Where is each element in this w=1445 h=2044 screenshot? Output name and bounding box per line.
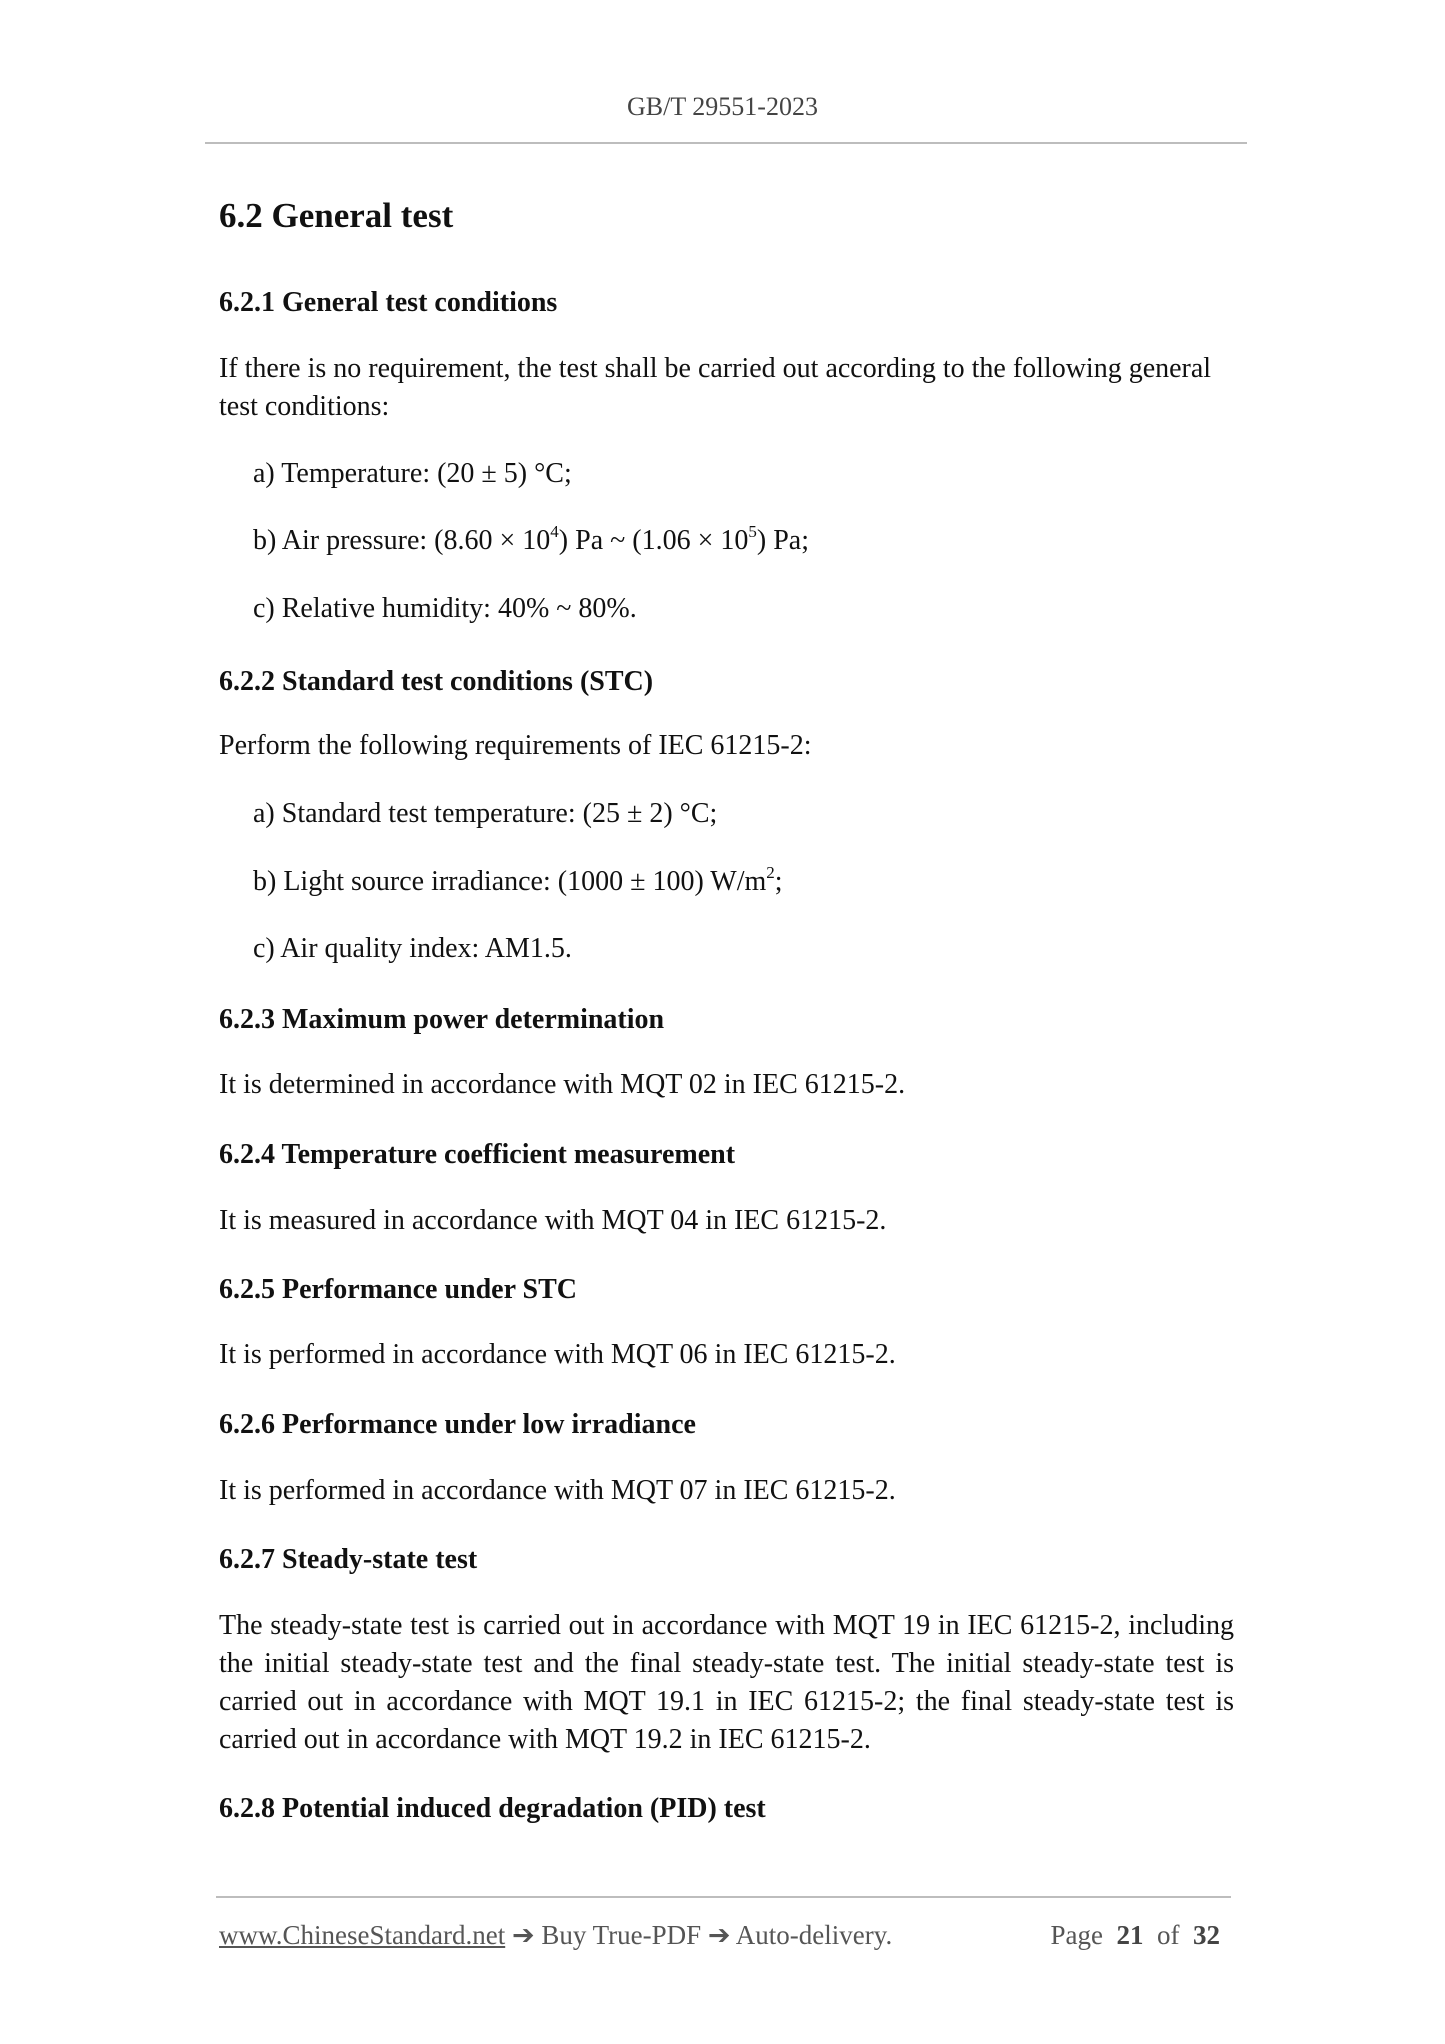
paragraph-performance-stc: It is performed in accordance with MQT 06 in IEC 61215-2. xyxy=(219,1339,896,1370)
paragraph-max-power: It is determined in accordance with MQT 02 in IEC 61215-2. xyxy=(219,1069,906,1100)
heading-6-2-8: 6.2.8 Potential induced degradation (PID) test xyxy=(219,1793,766,1824)
heading-6-2-7: 6.2.7 Steady-state test xyxy=(219,1544,478,1575)
list-item-stc-temperature: a) Standard test temperature: (25 ± 2) °C; xyxy=(253,798,718,829)
heading-6-2-6: 6.2.6 Performance under low irradiance xyxy=(219,1409,696,1440)
paragraph-stc: Perform the following requirements of IEC 61215-2: xyxy=(219,730,812,761)
paragraph-temp-coefficient: It is measured in accordance with MQT 04 in IEC 61215-2. xyxy=(219,1205,887,1236)
paragraph-steady-state: The steady-state test is carried out in accordance with MQT 19 in IEC 61215-2, including the initial steady-state test and the final steady-state test. The initial steady-state test is carried out in accordance with MQT 19.1 in IEC 61215-2; the final steady-state test is carried out in accordance with MQT 19.2 in IEC 61215-2. xyxy=(219,1610,1234,1755)
heading-6-2-5: 6.2.5 Performance under STC xyxy=(219,1274,577,1305)
heading-6-2-1: 6.2.1 General test conditions xyxy=(219,287,558,318)
list-item-air-pressure: b) Air pressure: $(8.60 \times 10^4)$ Pa ~ $(1.06 \times 10^5)$ Pa; xyxy=(253,521,809,556)
heading-6-2-4: 6.2.4 Temperature coefficient measurement xyxy=(219,1139,736,1170)
website-link[interactable]: www.ChineseStandard.net xyxy=(219,1920,506,1950)
page-number: Page 21 of 32 xyxy=(1050,1920,1220,1950)
section-title: 6.2 General test xyxy=(219,196,454,235)
paragraph-low-irradiance: It is performed in accordance with MQT 07 in IEC 61215-2. xyxy=(219,1475,896,1506)
footer-buy-text: Buy True-PDF xyxy=(534,1920,708,1950)
footer-divider xyxy=(216,1896,1231,1898)
heading-6-2-2: 6.2.2 Standard test conditions (STC) xyxy=(219,666,654,697)
list-item-temperature: a) Temperature: (20 ± 5) °C; xyxy=(253,458,572,489)
list-item-irradiance: b) Light source irradiance: (1000 ± 100) $W/m^2$; xyxy=(253,862,783,897)
header-divider xyxy=(205,142,1247,144)
document-code: GB/T 29551-2023 xyxy=(627,92,818,121)
list-item-air-quality: c) Air quality index: AM1.5. xyxy=(253,933,572,964)
arrow-icon: ➔ xyxy=(511,1920,535,1950)
arrow-icon: ➔ xyxy=(707,1920,731,1950)
footer-delivery-text: Auto-delivery. xyxy=(730,1920,893,1950)
footer-promo xyxy=(219,1920,892,1951)
heading-6-2-3: 6.2.3 Maximum power determination xyxy=(219,1004,665,1035)
list-item-humidity: c) Relative humidity: 40% ~ 80%. xyxy=(253,593,637,624)
paragraph-general-conditions: If there is no requirement, the test shall be carried out according to the following general test conditions: xyxy=(219,353,1212,422)
